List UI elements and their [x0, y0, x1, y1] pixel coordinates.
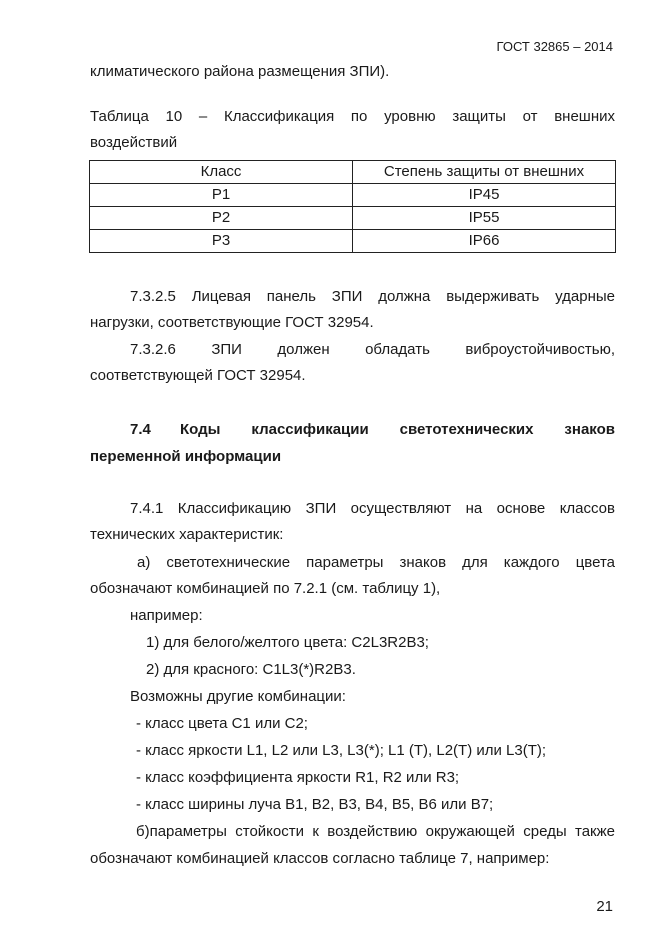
item-b-line-2: обозначают комбинацией классов согласно таблице 7, например: — [90, 850, 550, 867]
paragraph-7-4-1-line-1: 7.4.1 Классификацию ЗПИ осуществляют на основе классов — [130, 500, 615, 517]
page-number: 21 — [596, 898, 613, 915]
item-b-line-1: б)параметры стойкости к воздействию окружающей среды также — [136, 823, 615, 840]
table-row — [90, 184, 616, 207]
table-cell-class: P3 — [90, 230, 353, 253]
table-header-cell: Класс — [90, 161, 353, 184]
section-number: 7.4 — [130, 421, 151, 438]
table-cell-class: P2 — [90, 207, 353, 230]
document-header: ГОСТ 32865 – 2014 — [496, 39, 613, 54]
table-caption-line-2: воздействий — [90, 134, 178, 151]
paragraph-7-3-2-6-line-2: соответствующей ГОСТ 32954. — [90, 367, 306, 384]
table-cell-protection: IP45 — [353, 184, 616, 207]
other-combinations: Возможны другие комбинации: — [130, 688, 346, 705]
item-a-line-1: а) светотехнические параметры знаков для каждого цвета — [137, 554, 615, 571]
example-label: например: — [130, 607, 203, 624]
protection-class-table — [89, 160, 616, 253]
table-header-row — [90, 161, 616, 184]
table-cell-protection: IP66 — [353, 230, 616, 253]
item-a-line-2: обозначают комбинацией по 7.2.1 (см. таблицу 1), — [90, 580, 441, 597]
table-caption-line-1: Таблица 10 – Классификация по уровню защиты от внешних — [90, 108, 615, 125]
section-title-line-1: Коды классификации светотехнических знаков — [180, 421, 615, 438]
list-item-color-class: - класс цвета C1 или C2; — [136, 715, 308, 732]
table-row — [90, 230, 616, 253]
table-header-cell: Степень защиты от внешних — [353, 161, 616, 184]
example-line-2: 2) для красного: C1L3(*)R2B3. — [146, 661, 356, 678]
paragraph-7-3-2-5-line-1: 7.3.2.5 Лицевая панель ЗПИ должна выдерживать ударные — [130, 288, 615, 305]
paragraph-7-3-2-6-line-1: 7.3.2.6 ЗПИ должен обладать виброустойчивостью, — [130, 341, 615, 358]
continuation-text: климатического района размещения ЗПИ). — [90, 63, 390, 80]
table-cell-protection: IP55 — [353, 207, 616, 230]
list-item-beam-width-class: - класс ширины луча B1, B2, B3, B4, B5, B6 или B7; — [136, 796, 494, 813]
list-item-luminance-factor-class: - класс коэффициента яркости R1, R2 или R3; — [136, 769, 460, 786]
paragraph-7-3-2-5-line-2: нагрузки, соответствующие ГОСТ 32954. — [90, 314, 374, 331]
table-row — [90, 207, 616, 230]
list-item-luminance-class: - класс яркости L1, L2 или L3, L3(*); L1 (T), L2(T) или L3(T); — [136, 742, 547, 759]
paragraph-7-4-1-line-2: технических характеристик: — [90, 526, 284, 543]
section-title-line-2: переменной информации — [90, 448, 282, 465]
example-line-1: 1) для белого/желтого цвета: C2L3R2B3; — [146, 634, 429, 651]
table-cell-class: P1 — [90, 184, 353, 207]
